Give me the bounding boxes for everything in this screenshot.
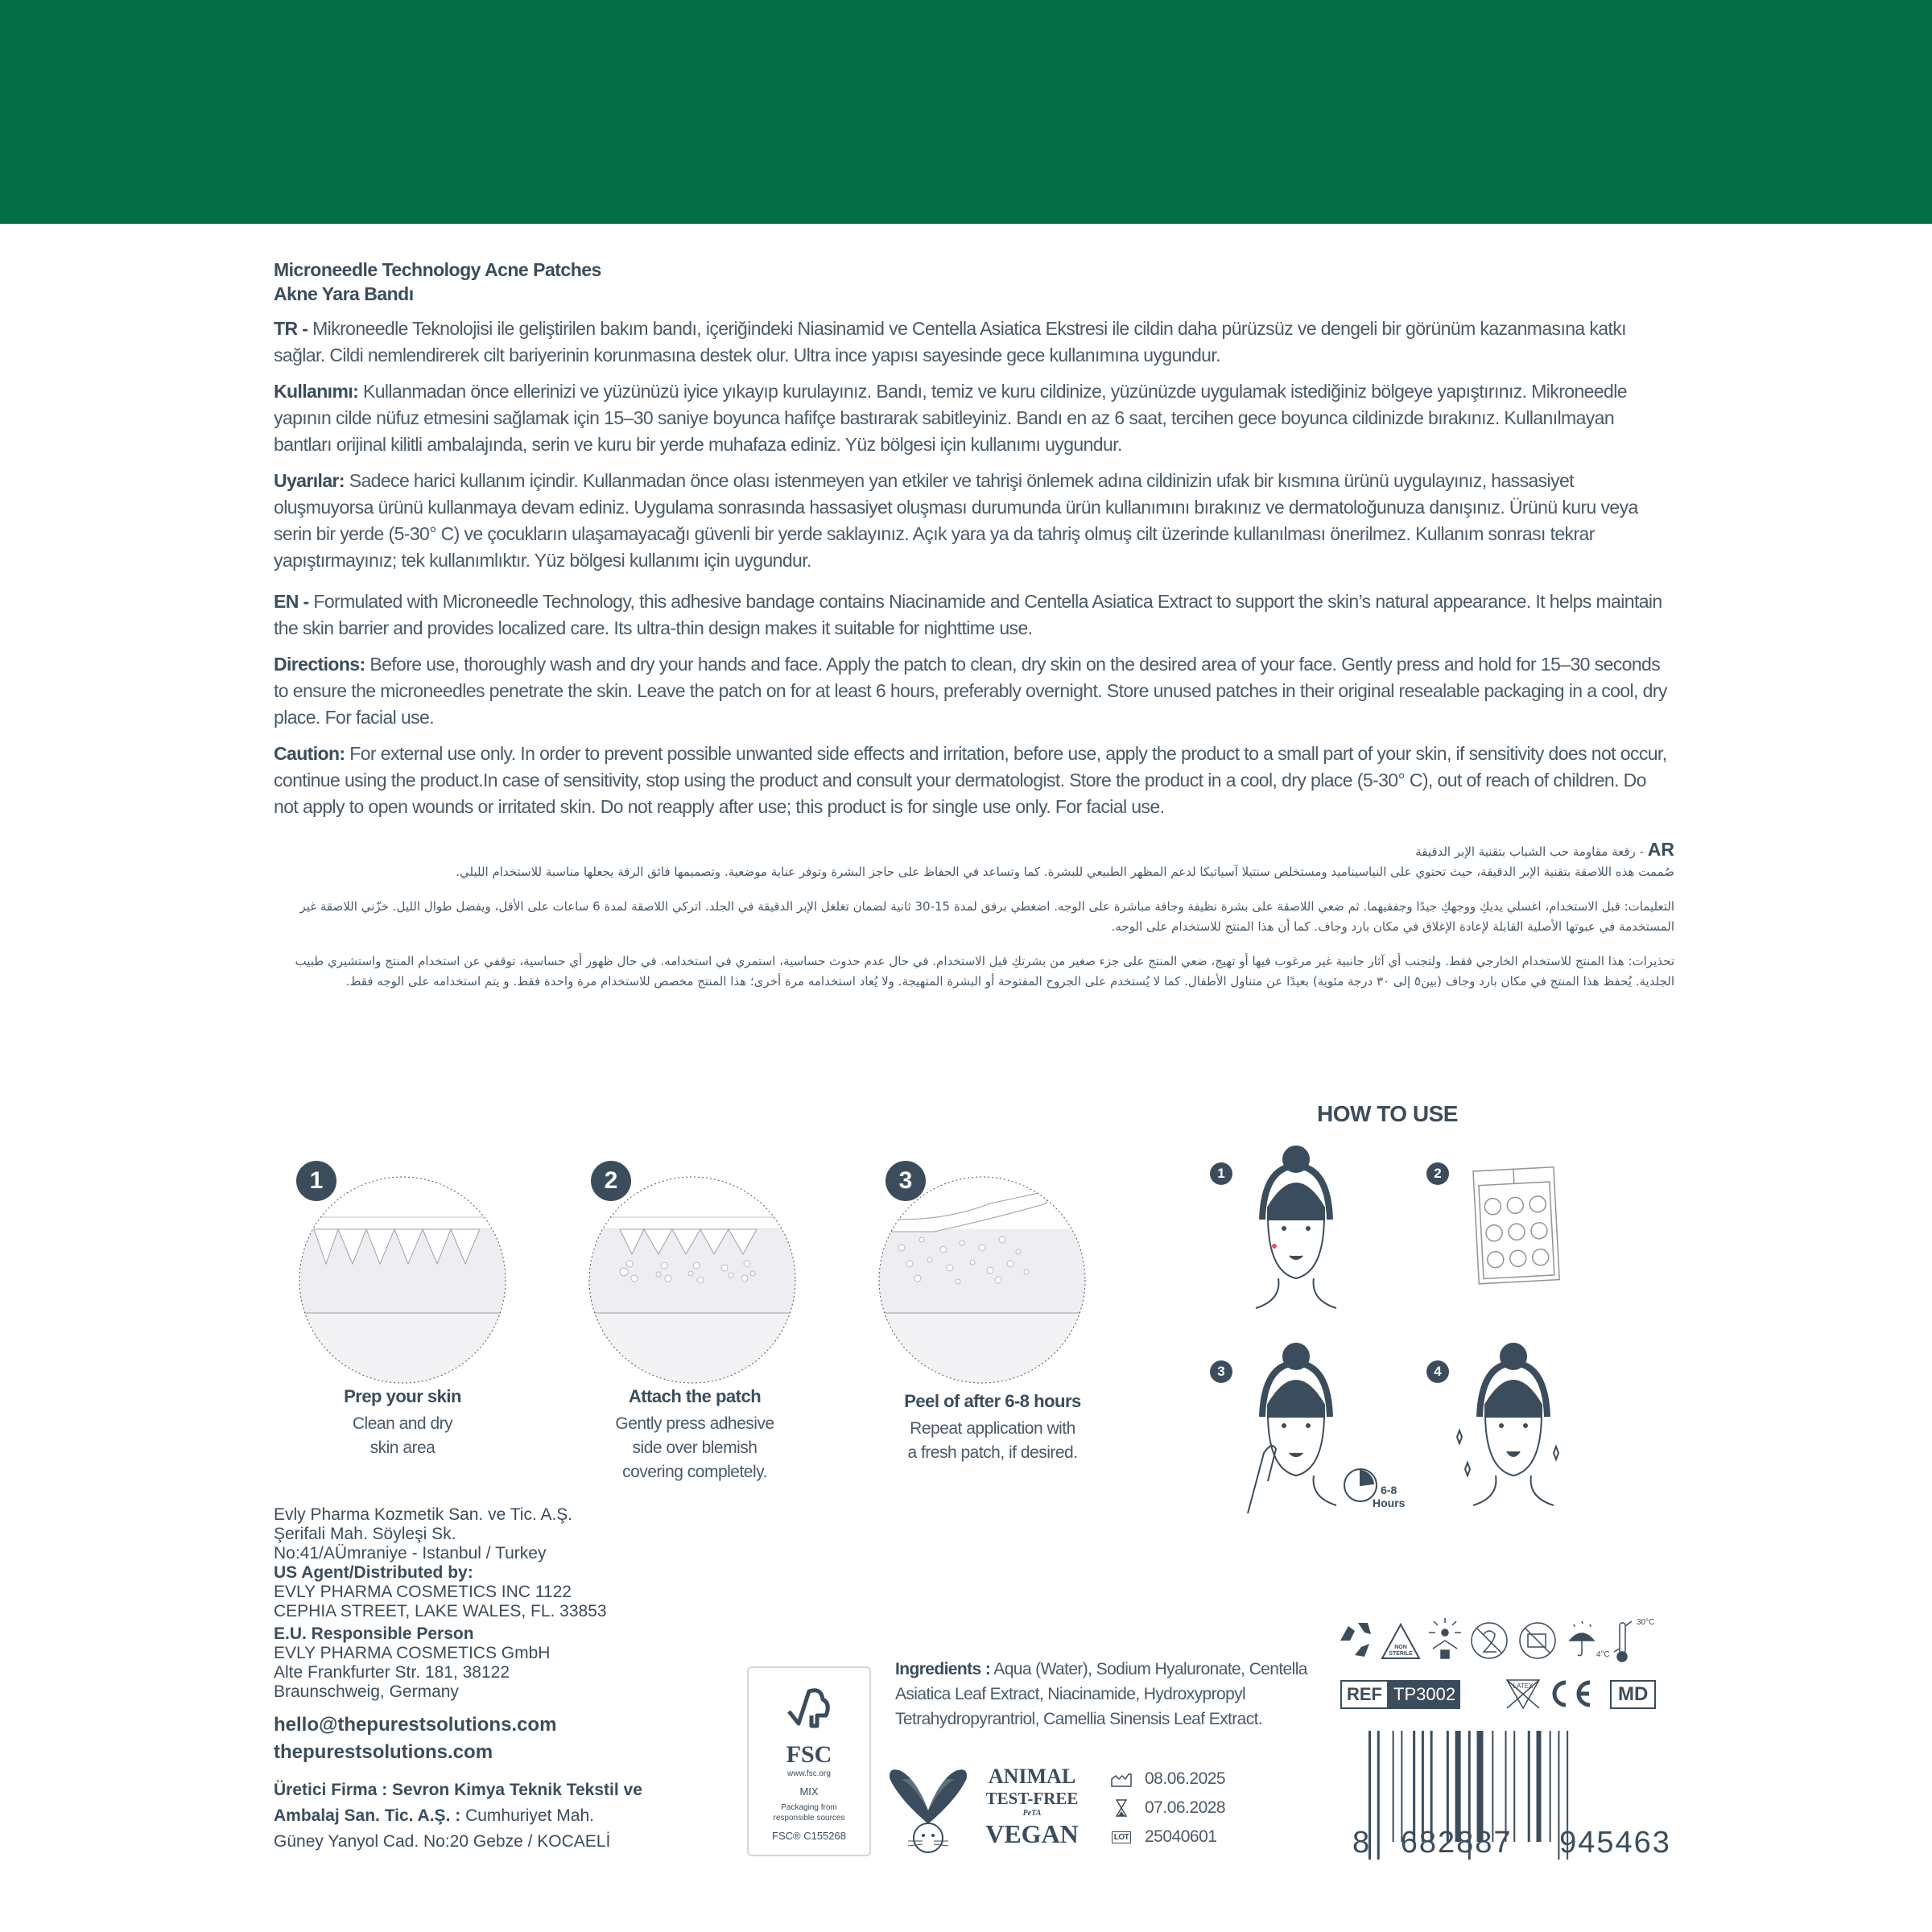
how-to-badge-3: 3 [1210, 1360, 1232, 1383]
face-clear-skin-icon [1457, 1344, 1558, 1505]
ingredients [895, 1657, 1314, 1732]
step-2-title: Attach the patch [628, 1386, 762, 1406]
en-directions [274, 651, 1674, 731]
hourglass-icon [1109, 1799, 1133, 1817]
us-agent-line-1: EVLY PHARMA COSMETICS INC 1122 [274, 1583, 572, 1601]
fsc-url: www.fsc.org [787, 1769, 831, 1778]
tr-warnings [274, 468, 1674, 574]
fsc-line-1: Packaging from [781, 1803, 837, 1812]
barcode-right-digits: 945463 [1559, 1826, 1671, 1860]
peta-test-free: TEST-FREE [985, 1789, 1079, 1808]
dates-block [1109, 1765, 1246, 1852]
recycle-icon [1340, 1623, 1371, 1657]
lot-number: 25040601 [1145, 1827, 1217, 1846]
ar-directions: التعليمات: قبل الاستخدام، اغسلي يديكِ ووجهكِ جيدًا وجففيهما. ثم ضعي اللاصقة على بشرة نظيفة وجافة مباشرة على الوجه. اضغطي برفق لمدة 15-30 ثانية لضمان تغلغل الإبر الدقيقة في الجلد. اتركي اللاصقة لمدة 6 ساعات على الأقل، ويفضل طوال الليل. خزّني اللاصقة غير المستخدمة في عبوتها الأصلية القابلة لإعادة الإغلاق في مكان بارد وجاف. كما أن هذا المنتج للاستخدام على الوجه. [299, 899, 1674, 934]
fsc-mix: MIX [799, 1785, 819, 1798]
ar-label: AR [1647, 839, 1674, 860]
step-3-badge: 3 [886, 1161, 926, 1201]
product-title-en: Microneedle Technology Acne Patches [274, 259, 601, 280]
face-with-blemish-icon [1256, 1146, 1336, 1308]
ref-value: TP3002 [1389, 1680, 1460, 1709]
tr-warnings-label: Uyarılar: [274, 470, 345, 491]
ar-title: - رقعة مقاومة حب الشباب بتقنية الإبر الدقيقة [1415, 844, 1648, 859]
how-to-use-illustrations [1232, 1143, 1682, 1530]
company-name: Evly Pharma Kozmetik San. ve Tic. A.Ş. [274, 1505, 573, 1524]
us-agent-label: US Agent/Distributed by: [274, 1563, 473, 1582]
how-to-badge-1: 1 [1210, 1162, 1232, 1185]
tr-warnings-text: Sadece harici kullanım içindir. Kullanmadan önce olası istenmeyen yan etkiler ve tahrişi önlemek adına cildinizin ufak bir kısmına ürünü uygulayınız, hassasiyet oluşmuyorsa ürünü kullanmaya devam ediniz. Uygulama sonrasında hassasiyet oluşması durumunda ürün kullanımını bırakınız ve dermatoloğunuza danışınız. Ürünü kuru veya serin bir yerde (5-30° C) ve çocukların ulaşamayacağı güvenli bir yerde saklayınız. Açık yara ya da tahriş olmuş cilt üzerinde kullanılması önerilmez. Kullanım sonrası tekrar yapıştırmayınız; tek kullanımlıktır. Yüz bölgesi kullanımı için uygundur. [274, 470, 1638, 571]
eu-line-2: Alte Frankfurter Str. 181, 38122 [274, 1663, 510, 1682]
company-address-2: No:41/AÜmraniye - Istanbul / Turkey [274, 1544, 547, 1563]
blemish-dot [1272, 1244, 1277, 1249]
product-title-tr: Akne Yara Bandı [274, 283, 414, 304]
lot-label: LOT [1112, 1831, 1132, 1843]
timer-label-unit: Hours [1373, 1496, 1406, 1509]
fsc-code: FSC® C155268 [772, 1830, 846, 1842]
how-to-use-title: HOW TO USE [1317, 1101, 1458, 1126]
do-not-use-if-damaged-icon [1520, 1623, 1555, 1658]
tr-intro [274, 316, 1674, 369]
en-caution-text: For external use only. In order to prevent possible unwanted side effects and irritation, before use, apply the product to a small part of your skin, if sensitivity does not occur, continue using the product.In case of sensitivity, stop using the product and consult your dermatologist. Store the product in a cool, dry place (5-30° C), out of reach of children. Do not apply to open wounds or irritated skin. Do not reapply after use; this product is for single use only. For facial use. [274, 743, 1667, 817]
manufacturer-info [274, 1777, 724, 1855]
fsc-certification-badge [747, 1666, 871, 1856]
latex-free-and-ce-icons [1505, 1676, 1602, 1712]
temperature-limit-icon [1596, 1618, 1654, 1662]
tr-intro-label: TR - [274, 318, 308, 339]
ce-mark-icon [1554, 1682, 1590, 1705]
step-2-line-1: Gently press adhesive [615, 1414, 774, 1433]
manufacture-date: 08.06.2025 [1145, 1769, 1226, 1788]
fsc-line-2: responsible sources [773, 1814, 845, 1823]
timer-label [1373, 1484, 1405, 1509]
manufacture-date-icon [1109, 1770, 1133, 1788]
eu-line-1: EVLY PHARMA COSMETICS GmbH [274, 1644, 551, 1662]
website-link[interactable]: thepurestsolutions.com [274, 1741, 493, 1763]
expiry-date-row [1109, 1794, 1246, 1823]
step-1-title: Prep your skin [344, 1386, 461, 1406]
step-3-caption [872, 1389, 1113, 1465]
manufacturer-address-1: Cumhuriyet Mah. [460, 1806, 594, 1825]
manufacture-date-row [1109, 1765, 1246, 1794]
keep-dry-icon [1570, 1621, 1594, 1656]
en-intro-text: Formulated with Microneedle Technology, this adhesive bandage contains Niacinamide and Centella Asiatica Extract to support the skin’s natural appearance. It helps maintain the skin barrier and provides localized care. Its ultra-thin design makes it suitable for nighttime use. [274, 591, 1662, 638]
lot-row [1109, 1823, 1246, 1852]
company-address-1: Şerifali Mah. Söyleşi Sk. [274, 1525, 456, 1543]
step-2-caption [574, 1385, 815, 1484]
ingredients-text: Aqua (Water), Sodium Hyaluronate, Centella Asiatica Leaf Extract, Niacinamide, Hydroxypropyl Tetrahydropyrantriol, Camellia Sinensis Leaf Extract. [895, 1660, 1307, 1728]
tr-usage-text: Kullanmadan önce ellerinizi ve yüzünüzü iyice yıkayıp kurulayınız. Bandı, temiz ve kuru cildinize, yüzünüzde uygulamak istediğiniz bölgeye yapıştırınız. Mikroneedle yapının cilde nüfuz etmesini sağlamak için 15–30 saniye boyunca hafifçe bastırarak sabitleyiniz. Bandı en az 6 saat, tercihen gece boyunca cildinizde bırakınız. Kullanılmayan bantları orijinal kilitli ambalajında, serin ve kuru bir yerde muhafaza ediniz. Yüz bölgesi için kullanımı uygundur. [274, 381, 1627, 455]
top-green-band [0, 0, 1932, 224]
face-applying-patch-icon [1248, 1344, 1377, 1513]
peta-logo: PeTA [1022, 1809, 1042, 1818]
manufacturer-label-2: Ambalaj San. Tic. A.Ş. : [274, 1806, 461, 1825]
step-2-line-3: covering completely. [622, 1463, 767, 1481]
step-3-title: Peel of after 6-8 hours [904, 1391, 1081, 1411]
lot-icon [1109, 1828, 1133, 1846]
patch-sheet-icon [1473, 1167, 1559, 1284]
en-intro [274, 588, 1674, 642]
svg-text:4°C: 4°C [1596, 1650, 1610, 1659]
en-intro-label: EN - [274, 591, 309, 612]
tr-usage-label: Kullanımı: [274, 381, 359, 402]
ingredients-label: Ingredients : [895, 1660, 991, 1678]
peta-badge-text [976, 1765, 1088, 1848]
keep-away-from-sunlight-icon [1429, 1618, 1461, 1658]
expiry-date: 07.06.2028 [1145, 1798, 1226, 1817]
barcode-digits [1352, 1826, 1690, 1860]
manufacturer-address-2: Güney Yanyol Cad. No:20 Gebze / KOCAELİ [274, 1832, 611, 1851]
label-text-block [274, 258, 1674, 992]
step-1-line-2: skin area [369, 1439, 436, 1457]
ar-intro: صُممت هذه اللاصقة بتقنية الإبر الدقيقة، حيث تحتوي على النياسيناميد ومستخلص سنتيلا آسياتيكا لدعم المظهر الطبيعي للبشرة. كما وتساعد في الحفاظ على حاجز البشرة وتوفر عناية موضعية. وتصميمها فائق الرقة يجعلها مناسبة للاستخدام الليلي. [456, 865, 1674, 879]
step-1-caption [282, 1385, 523, 1460]
tr-intro-text: Mikroneedle Teknolojisi ile geliştirilen bakım bandı, içeriğindeki Niasinamid ve Centella Asiatica Ekstresi ile cildin daha pürüzsüz ve dengeli bir görünüm kazanmasına katkı sağlar. Cildi nemlendirerek cilt bariyerinin korunmasına destek olur. Ultra ince yapısı sayesinde gece kullanımına uygundur. [274, 318, 1626, 365]
fsc-logo-text: FSC [786, 1741, 832, 1768]
peta-vegan: VEGAN [985, 1819, 1079, 1848]
timer-label-value: 6-8 [1381, 1484, 1397, 1496]
manufacturer-label-1: Üretici Firma : Sevron Kimya Teknik Tekstil ve [274, 1781, 642, 1799]
step-1-line-1: Clean and dry [352, 1414, 453, 1433]
do-not-reuse-icon [1472, 1623, 1507, 1658]
peta-animal: ANIMAL [988, 1765, 1076, 1788]
peta-bunny-icon [884, 1767, 972, 1860]
barcode-left-digits: 682887 [1400, 1826, 1513, 1860]
en-directions-text: Before use, thoroughly wash and dry your hands and face. Apply the patch to clean, dry skin on the desired area of your face. Gently press and hold for 15–30 seconds to ensure the microneedles penetrate the skin. Leave the patch on for at least 6 hours, preferably overnight. Store unused patches in their original resealable packaging in a cool, dry place. For facial use. [274, 654, 1667, 728]
en-caution [274, 741, 1674, 820]
svg-text:LATEX: LATEX [1513, 1682, 1534, 1690]
non-sterile-icon [1382, 1624, 1419, 1658]
eu-line-3: Braunschweig, Germany [274, 1682, 459, 1701]
step-1-badge: 1 [296, 1161, 336, 1201]
barcode-first-digit: 8 [1352, 1826, 1370, 1860]
ar-heading [274, 840, 1674, 862]
svg-text:STERILE: STERILE [1389, 1651, 1413, 1657]
ar-warnings: تحذيرات: هذا المنتج للاستخدام الخارجي فقط. ولتجنب أي آثار جانبية غير مرغوب فيها أو تهيج، ضعي المنتج على جزء صغير من بشرتكِ قبل الاستخدام. في حال عدم حدوث حساسية، استمري في استخدامه. في حال ظهور أي حساسية، توقفي عن استخدام المنتج واستشيري طبيب الجلدية. يُحفظ هذا المنتج في مكان بارد وجاف (بين٥ إلى ٣٠ درجة مئوية) بعيدًا عن متناول الأطفال. كما لا يُستخدم على الجروح المفتوحة أو البشرة المتهيجة. ولا يُعاد استخدامه مرة أخرى؛ هذا المنتج مخصص للاستخدام مرة واحدة فقط. و يتم استخدامه على الوجه فقط. [295, 954, 1674, 989]
step-2-badge: 2 [591, 1161, 631, 1201]
step-2-line-2: side over blemish [632, 1439, 758, 1457]
medical-device-badge: MD [1610, 1680, 1656, 1709]
tr-usage [274, 378, 1674, 458]
regulatory-symbols [1332, 1616, 1678, 1665]
eu-responsible-label: E.U. Responsible Person [274, 1624, 474, 1643]
en-directions-label: Directions: [274, 654, 365, 675]
us-agent-line-2: CEPHIA STREET, LAKE WALES, FL. 33853 [274, 1602, 607, 1620]
step-3-line-1: Repeat application with [910, 1419, 1075, 1438]
how-to-badge-4: 4 [1426, 1360, 1449, 1383]
company-info [274, 1505, 724, 1855]
en-caution-label: Caution: [274, 743, 345, 764]
step-3-line-2: a fresh patch, if desired. [907, 1443, 1078, 1462]
ref-number [1340, 1680, 1460, 1709]
svg-text:NON: NON [1394, 1645, 1407, 1650]
microneedle-illustrations [290, 1159, 1111, 1401]
ref-label: REF [1340, 1680, 1389, 1709]
fsc-tree-check-icon [781, 1679, 837, 1736]
svg-text:30°C: 30°C [1637, 1618, 1655, 1627]
contact-email[interactable]: hello@thepurestsolutions.com [274, 1714, 557, 1736]
how-to-badge-2: 2 [1426, 1162, 1449, 1185]
latex-free-icon [1507, 1680, 1539, 1708]
